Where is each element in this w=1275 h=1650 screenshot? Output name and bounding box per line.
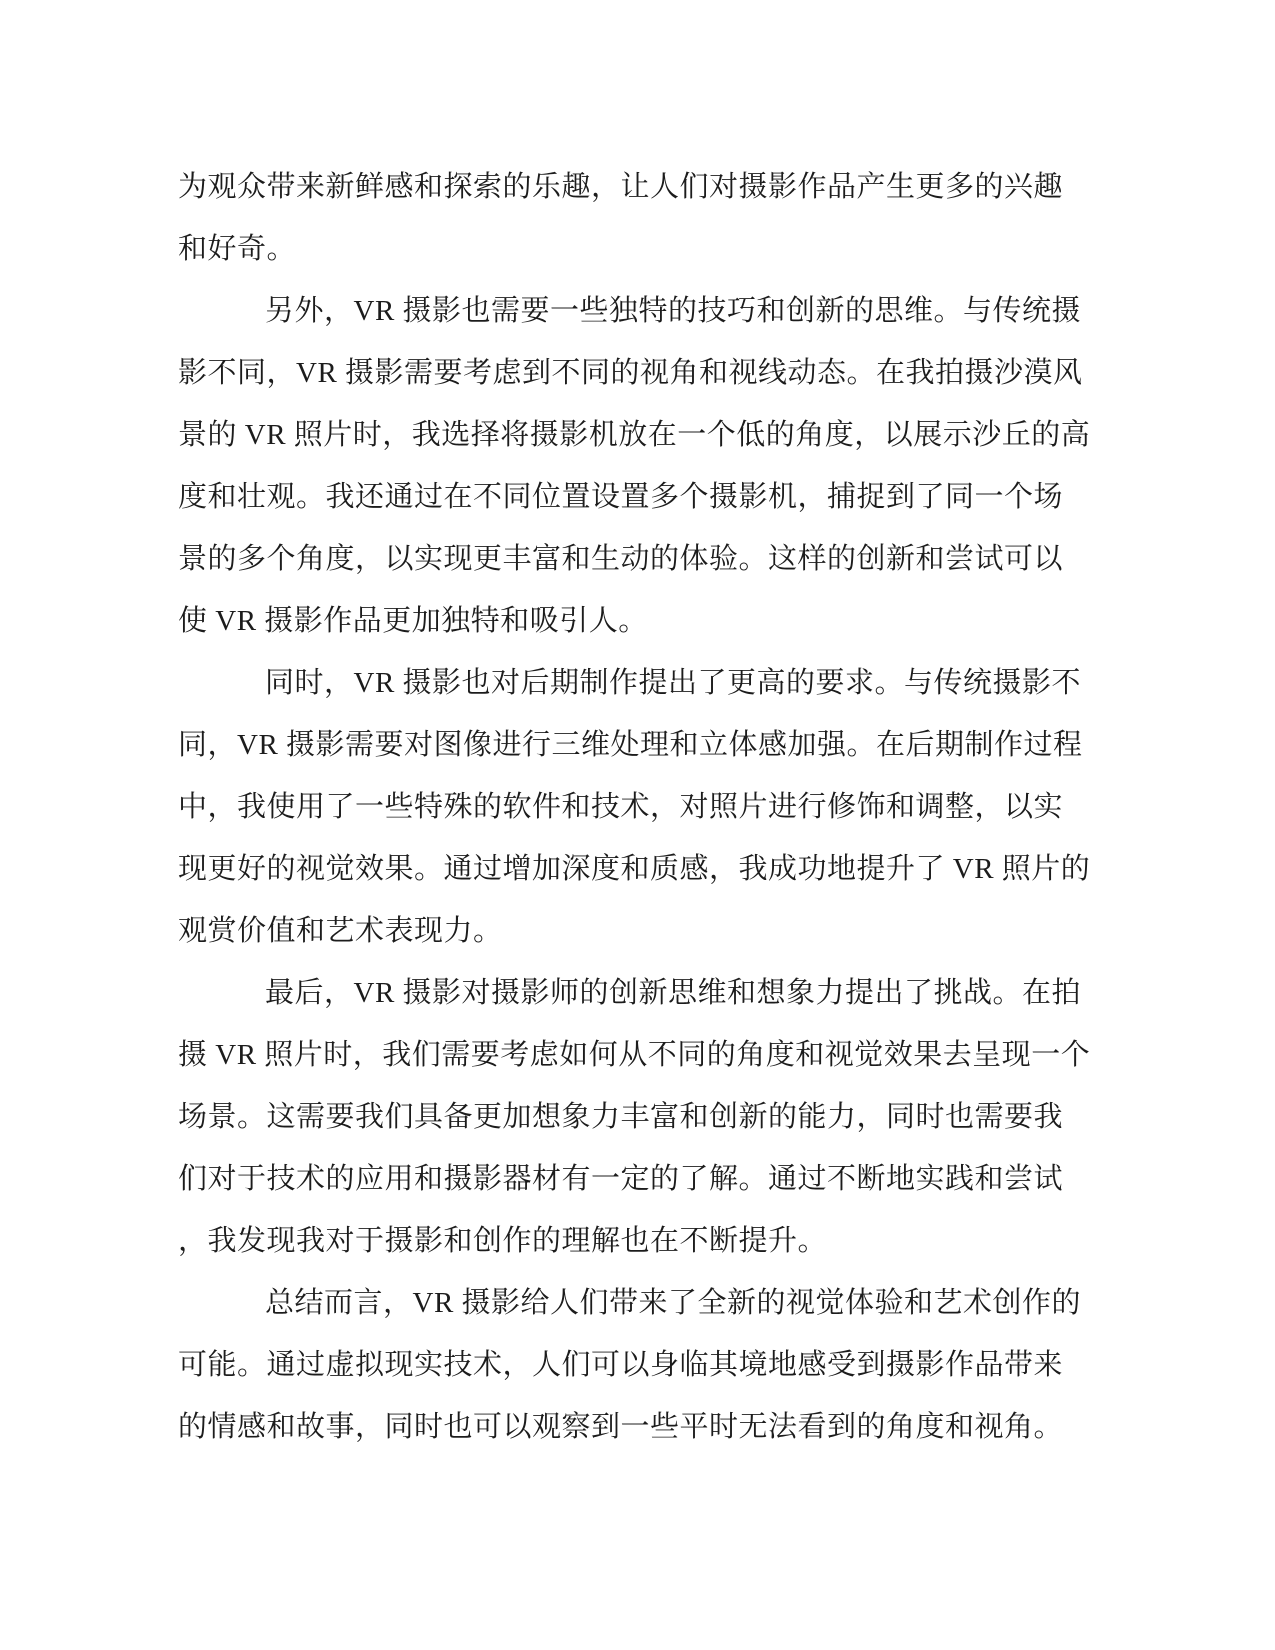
text-line: 另外，VR 摄影也需要一些独特的技巧和创新的思维。与传统摄	[265, 295, 1082, 327]
text-line: 最后，VR 摄影对摄影师的创新思维和想象力提出了挑战。在拍	[265, 977, 1082, 1009]
text-line: 场景。这需要我们具备更加想象力丰富和创新的能力，同时也需要我	[178, 1101, 1064, 1133]
text-line: 现更好的视觉效果。通过增加深度和质感，我成功地提升了 VR 照片的	[178, 853, 1091, 885]
text-line: 们对于技术的应用和摄影器材有一定的了解。通过不断地实践和尝试	[178, 1163, 1064, 1195]
text-line: 使 VR 摄影作品更加独特和吸引人。	[178, 605, 648, 637]
text-line: 度和壮观。我还通过在不同位置设置多个摄影机，捕捉到了同一个场	[178, 481, 1064, 513]
document-body-text	[178, 156, 1158, 1458]
text-line: 中，我使用了一些特殊的软件和技术，对照片进行修饰和调整，以实	[178, 791, 1064, 823]
text-line: 的情感和故事，同时也可以观察到一些平时无法看到的角度和视角。	[178, 1411, 1064, 1443]
text-line: 影不同，VR 摄影需要考虑到不同的视角和视线动态。在我拍摄沙漠风	[178, 357, 1083, 389]
text-line: 同，VR 摄影需要对图像进行三维处理和立体感加强。在后期制作过程	[178, 729, 1083, 761]
text-line: 同时，VR 摄影也对后期制作提出了更高的要求。与传统摄影不	[265, 667, 1082, 699]
text-line: 景的 VR 照片时，我选择将摄影机放在一个低的角度，以展示沙丘的高	[178, 419, 1091, 451]
text-line: 和好奇。	[178, 233, 297, 265]
text-line: 景的多个角度，以实现更丰富和生动的体验。这样的创新和尝试可以	[178, 543, 1064, 575]
text-line: 总结而言，VR 摄影给人们带来了全新的视觉体验和艺术创作的	[265, 1287, 1082, 1319]
text-line: 可能。通过虚拟现实技术，人们可以身临其境地感受到摄影作品带来	[178, 1349, 1064, 1381]
text-line: 摄 VR 照片时，我们需要考虑如何从不同的角度和视觉效果去呈现一个	[178, 1039, 1091, 1071]
text-line: ，我发现我对于摄影和创作的理解也在不断提升。	[178, 1225, 828, 1257]
text-line: 为观众带来新鲜感和探索的乐趣，让人们对摄影作品产生更多的兴趣	[178, 171, 1064, 203]
text-line: 观赏价值和艺术表现力。	[178, 915, 503, 947]
